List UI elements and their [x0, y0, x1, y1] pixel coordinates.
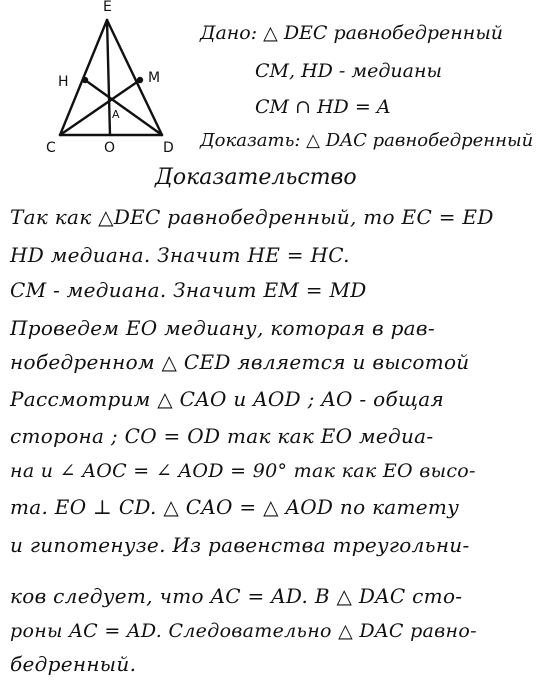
- label-D: D: [163, 140, 174, 156]
- point-M: [137, 77, 143, 83]
- proof-line: HD медиана. Значит HE = HC.: [10, 243, 350, 267]
- given-line-2: CM, HD - медианы: [255, 60, 442, 82]
- point-H: [82, 77, 88, 83]
- proof-line: та. EO ⊥ CD. △ CAO = △ AOD по катету: [10, 495, 460, 519]
- proof-line: Проведем EO медиану, которая в рав-: [10, 316, 435, 340]
- to-prove-line: Доказать: △ DAC равнобедренный: [200, 130, 534, 151]
- label-O: O: [104, 140, 116, 156]
- proof-line: бедренный.: [10, 652, 137, 676]
- proof-line: нобедренном △ CED является и высотой: [10, 350, 470, 374]
- proof-line: и гипотенузе. Из равенства треугольни-: [10, 533, 470, 557]
- given-line-1: Дано: △ DEC равнобедренный: [200, 22, 504, 44]
- label-E: E: [103, 0, 112, 15]
- proof-line: Рассмотрим △ CAO и AOD ; AO - общая: [10, 387, 445, 411]
- proof-line: роны AC = AD. Следовательно △ DAC равно-: [10, 620, 477, 642]
- proof-line: Так как △DEC равнобедренный, то EC = ED: [10, 205, 494, 229]
- label-M: M: [148, 70, 161, 86]
- triangle-figure: [30, 0, 190, 160]
- label-C: C: [46, 140, 56, 156]
- proof-line: CM - медиана. Значит EM = MD: [10, 278, 367, 302]
- proof-line: на и ∠ AOC = ∠ AOD = 90° так как EO высо-: [10, 460, 476, 482]
- median-HD: [85, 80, 162, 135]
- triangle-drawing: [30, 0, 190, 160]
- label-A: A: [112, 108, 120, 121]
- proof-title: Доказательство: [155, 165, 357, 190]
- proof-line: сторона ; CO = OD так как EO медиа-: [10, 424, 434, 448]
- proof-line: ков следует, что AC = AD. В △ DAC сто-: [10, 584, 463, 608]
- given-line-3: CM ∩ HD = A: [255, 96, 391, 118]
- median-EO: [107, 20, 110, 135]
- label-H: H: [58, 74, 69, 90]
